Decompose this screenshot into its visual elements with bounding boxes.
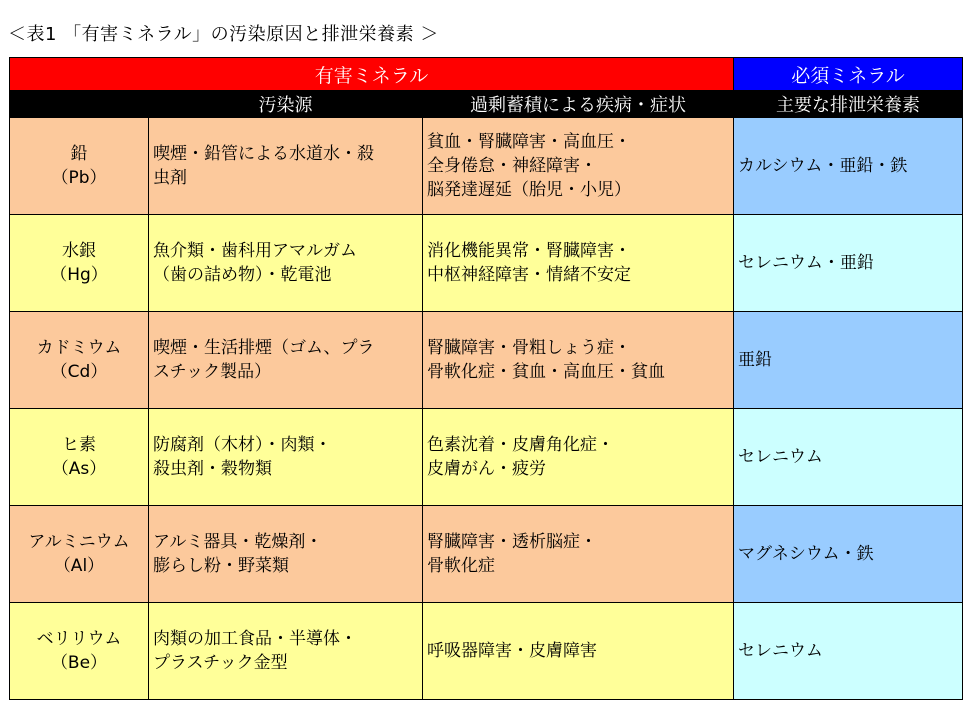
source-text: アルミ器具・乾燥剤・ [153,532,323,552]
disease-text: 脳発達遅延（胎児・小児） [427,180,631,200]
metal-name: アルミニウム [28,532,130,552]
metal-cell [10,215,149,312]
table-row [10,603,963,700]
excretion-cell [734,506,963,603]
metal-name: カドミウム [36,338,122,358]
metal-symbol: （As） [51,459,107,479]
metal-symbol: （Al） [53,556,105,576]
harmful-minerals-header: 有害ミネラル [10,58,734,91]
table-row [10,215,963,312]
metal-cell [10,506,149,603]
excretion-cell [734,312,963,409]
source-column-header: 汚染源 [149,91,423,118]
excretion-cell [734,215,963,312]
excretion-text: 亜鉛 [738,350,773,370]
source-text: 虫剤 [153,168,187,188]
disease-text: 消化機能異常・腎臓障害・ [427,241,631,261]
source-text: 肉類の加工食品・半導体・ [153,629,357,649]
source-text: （歯の詰め物）・乾電池 [153,265,332,285]
disease-text: 腎臓障害・骨粗しょう症・ [427,338,631,358]
table-row [10,506,963,603]
excretion-cell [734,118,963,215]
metal-column-header [10,91,149,118]
disease-text: 中枢神経障害・情緒不安定 [427,265,631,285]
source-cell [149,409,423,506]
mineral-table [9,57,963,700]
header-row-groups [10,58,963,91]
metal-cell [10,603,149,700]
excretion-text: セレニウム [738,447,823,467]
disease-column-header: 過剰蓄積による疾病・症状 [423,91,734,118]
disease-cell [423,506,734,603]
source-text: 喫煙・生活排煙（ゴム、プラ [153,338,375,358]
disease-cell [423,409,734,506]
excretion-cell [734,603,963,700]
excretion-text: セレニウム・亜鉛 [738,253,874,273]
source-text: 殺虫剤・穀物類 [153,459,272,479]
metal-symbol: （Be） [50,653,108,673]
source-text: 喫煙・鉛管による水道水・殺 [153,144,374,164]
metal-name: ベリリウム [36,629,122,649]
metal-cell [10,312,149,409]
disease-text: 色素沈着・皮膚角化症・ [427,435,614,455]
source-text: プラスチック金型 [153,653,288,673]
disease-text: 腎臓障害・透析脳症・ [427,532,597,552]
disease-cell [423,118,734,215]
metal-cell [10,409,149,506]
table-row [10,118,963,215]
disease-text: 骨軟化症・貧血・高血圧・貧血 [427,362,665,382]
metal-symbol: （Pb） [51,168,107,188]
essential-minerals-header: 必須ミネラル [734,58,963,91]
excretion-text: マグネシウム・鉄 [738,544,874,564]
disease-text: 骨軟化症 [427,556,495,576]
metal-symbol: （Hg） [50,265,108,285]
excretion-text: カルシウム・亜鉛・鉄 [738,156,908,176]
table-caption: ＜表1 「有害ミネラル」の汚染原因と排泄栄養素 ＞ [8,24,439,45]
source-cell [149,312,423,409]
source-cell [149,506,423,603]
excretion-column-header: 主要な排泄栄養素 [734,91,963,118]
disease-text: 皮膚がん・疲労 [427,459,546,479]
disease-text: 全身倦怠・神経障害・ [427,156,597,176]
source-text: 防腐剤（木材）・肉類・ [153,435,332,455]
metal-name: 水銀 [62,241,96,261]
metal-cell [10,118,149,215]
source-text: スチック製品） [153,362,272,382]
metal-name: 鉛 [70,144,88,164]
metal-name: ヒ素 [62,435,96,455]
source-text: 魚介類・歯科用アマルガム [153,241,357,261]
table-body [10,118,963,700]
disease-cell [423,603,734,700]
metal-symbol: （Cd） [50,362,108,382]
excretion-text: セレニウム [738,641,823,661]
table-row [10,312,963,409]
disease-cell [423,312,734,409]
source-cell [149,215,423,312]
excretion-cell [734,409,963,506]
disease-text: 貧血・腎臓障害・高血圧・ [427,132,631,152]
source-text: 膨らし粉・野菜類 [153,556,289,576]
table-row [10,409,963,506]
source-cell [149,603,423,700]
disease-cell [423,215,734,312]
source-cell [149,118,423,215]
header-row-columns [10,91,963,118]
disease-text: 呼吸器障害・皮膚障害 [427,641,597,661]
